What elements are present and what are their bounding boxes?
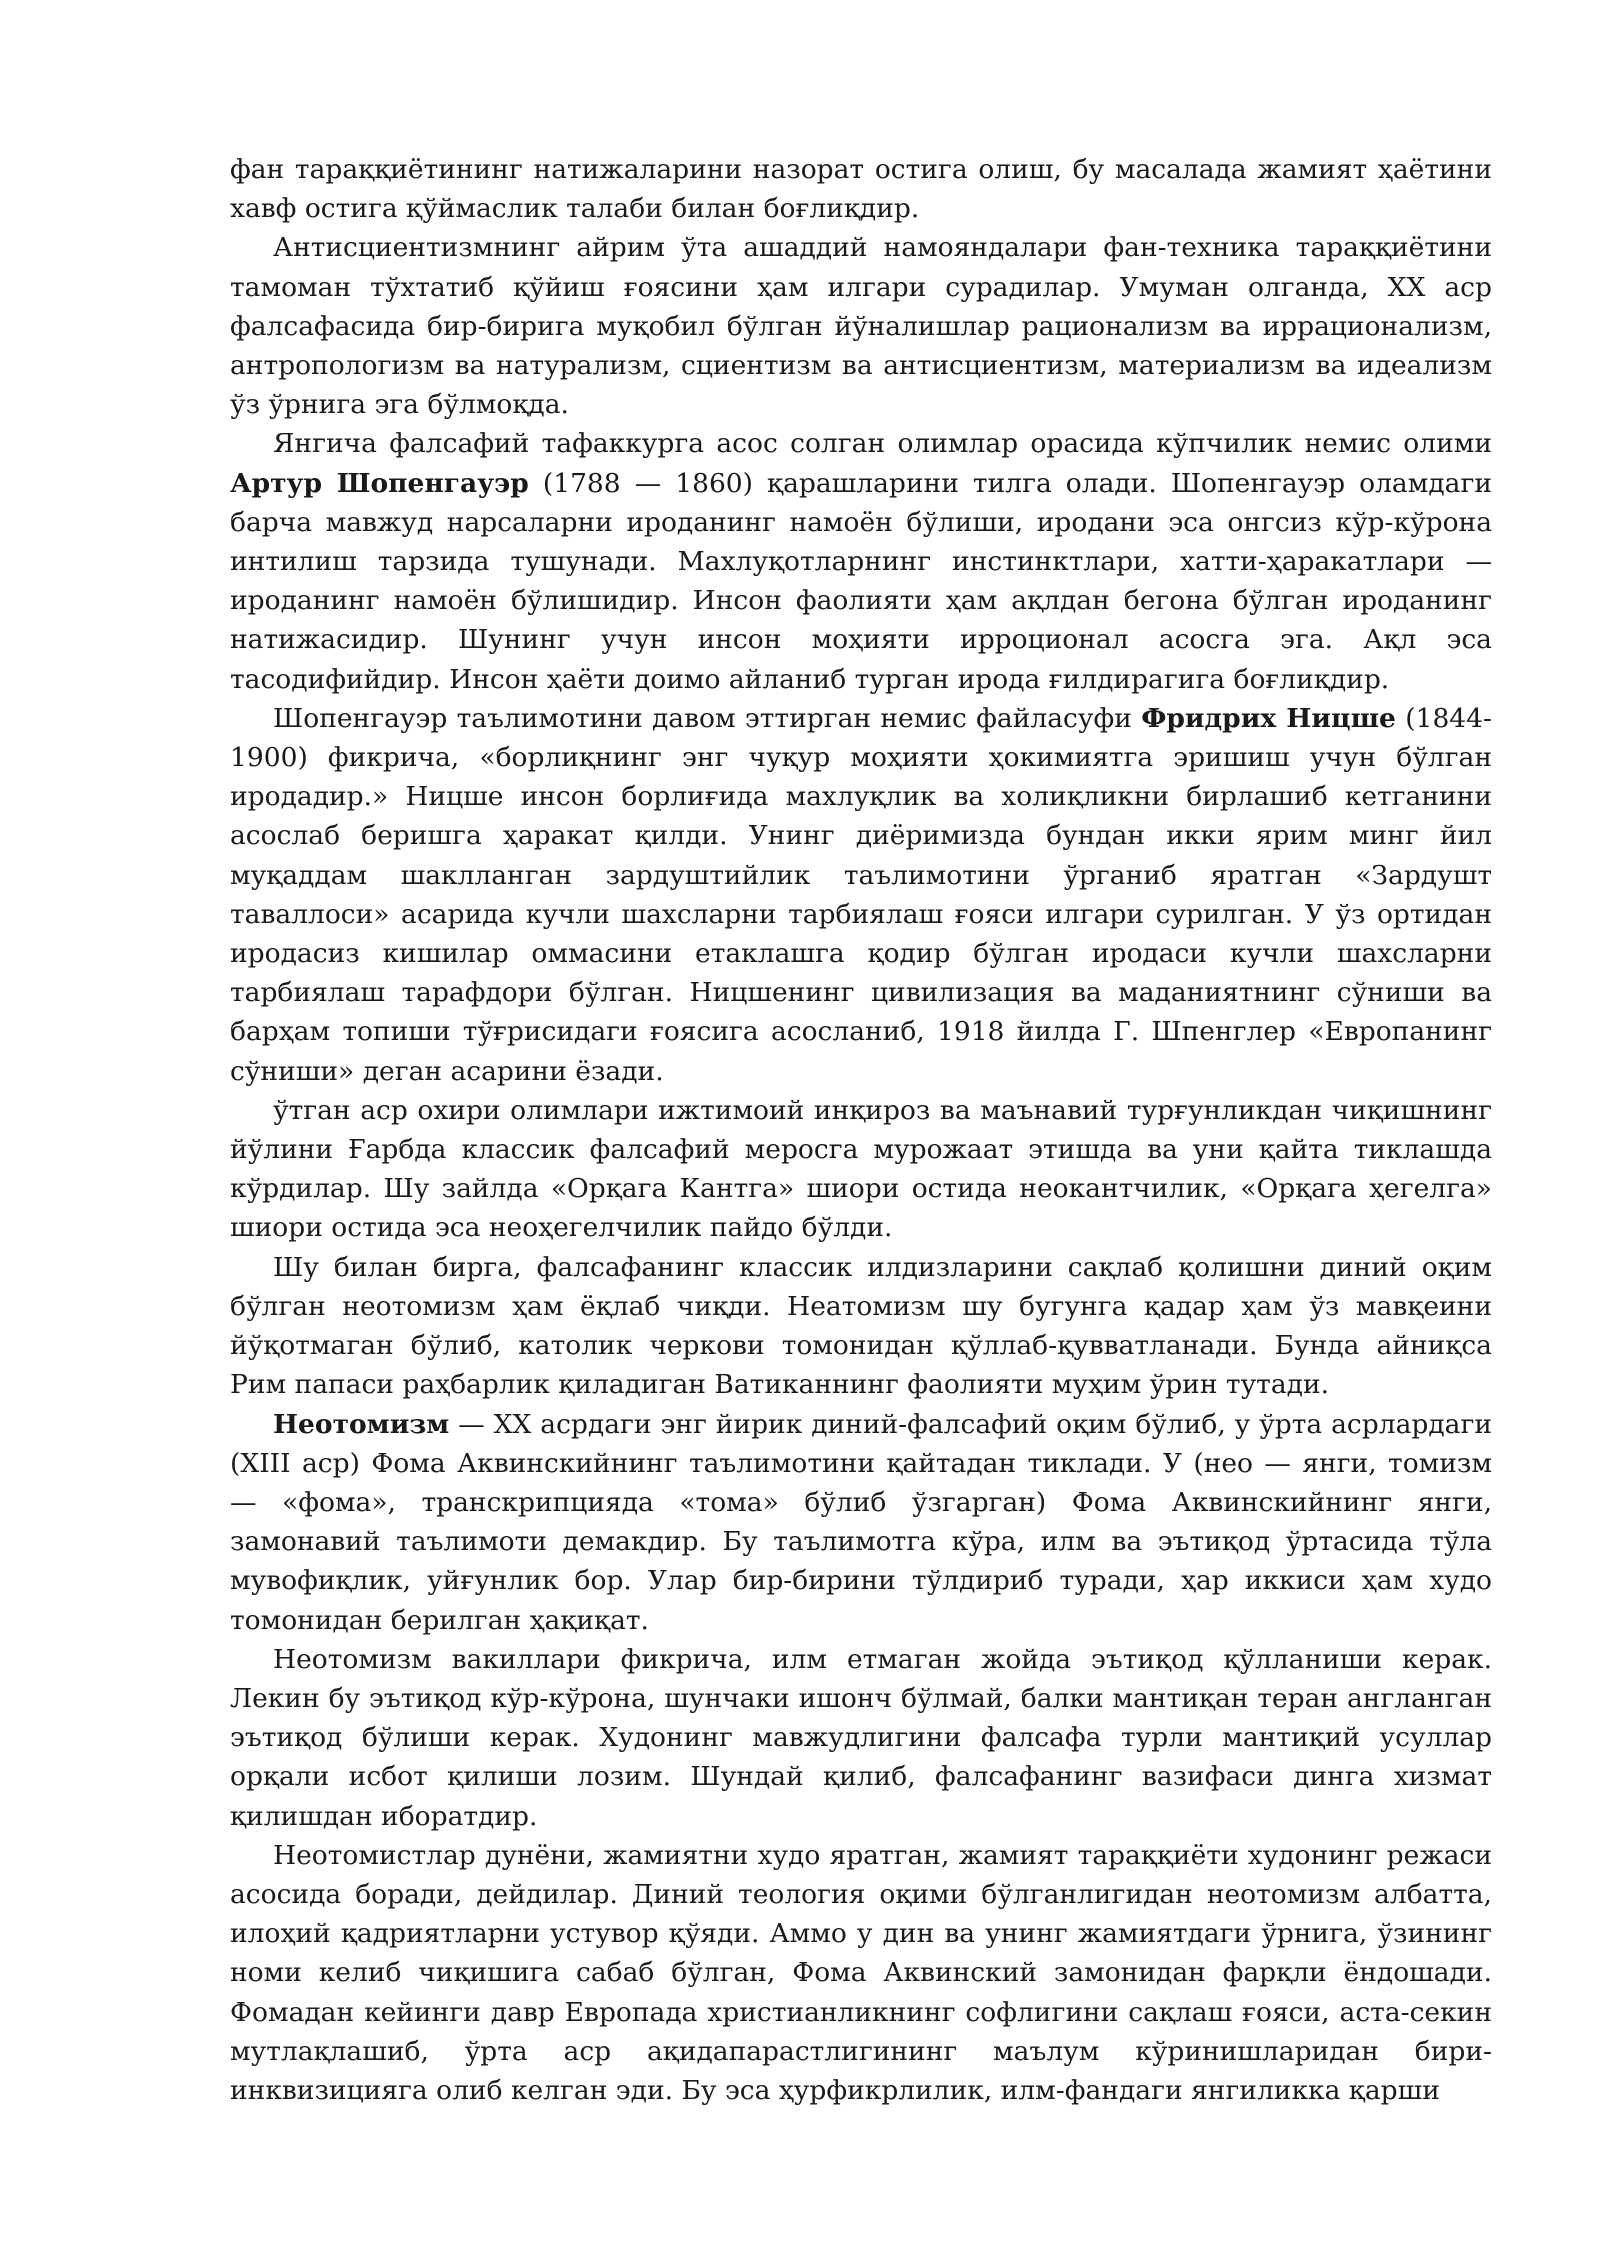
document-page <box>230 150 1492 2110</box>
paragraph <box>230 1248 1492 1405</box>
paragraph <box>230 1405 1492 1640</box>
paragraph-text: Шопенгауэр таълимотини давом эттирган немис файласуфи <box>273 702 1142 734</box>
paragraph <box>230 1640 1492 1836</box>
bold-term: Артур Шопенгауэр <box>230 467 529 499</box>
paragraph-text: Шу билан бирга, фалсафанинг классик илдизларини сақлаб қолишни диний оқим бўлган неотомизм ҳам ёқлаб чиқди. Неатомизм шу бугунга қадар ҳам ўз мавқеини йўқотмаган бўлиб, католик черкови томонидан қўллаб-қувватланади. Бунда айниқса Рим папаси раҳбарлик қиладиган Ватиканнинг фаолияти муҳим ўрин тутади. <box>230 1251 1492 1401</box>
paragraph-text: (1788 — 1860) қарашларини тилга олади. Шопенгауэр оламдаги барча мавжуд нарсаларни ироданинг намоён бўлиши, иродани эса онгсиз кўр-кўрона интилиш тарзида тушунади. Махлуқотларнинг инстинктлари, хатти-ҳаракатлари — ироданинг намоён бўлишидир. Инсон фаолияти ҳам ақлдан бегона бўлган ироданинг натижасидир. Шунинг учун инсон моҳияти ирроционал асосга эга. Ақл эса тасодифийдир. Инсон ҳаёти доимо айланиб турган ирода ғилдирагига боғлиқдир. <box>230 467 1492 695</box>
paragraph <box>230 699 1492 1091</box>
paragraph-text: (1844-1900) фикрича, «борлиқнинг энг чуқур моҳияти ҳокимиятга эришиш учун бўлган иродадир.» Ницше инсон борлиғида махлуқлик ва холиқликни бирлашиб кетганини асослаб беришга ҳаракат қилди. Унинг диёримизда бундан икки ярим минг йил муқаддам шаклланган зардуштийлик таълимотини ўрганиб яратган «Зардушт таваллоси» асарида кучли шахсларни тарбиялаш ғояси илгари сурилган. У ўз ортидан иродасиз кишилар оммасини етаклашга қодир бўлган иродаси кучли шахсларни тарбиялаш тарафдори бўлган. Ницшенинг цивилизация ва маданиятнинг сўниши ва барҳам топиши тўғрисидаги ғоясига асосланиб, 1918 йилда Г. Шпенглер «Европанинг сўниши» деган асарини ёзади. <box>230 702 1492 1087</box>
bold-term: Неотомизм <box>273 1408 450 1440</box>
paragraph <box>230 1836 1492 2110</box>
paragraph <box>230 424 1492 698</box>
paragraph <box>230 228 1492 424</box>
bold-term: Фридрих Ницше <box>1141 702 1396 734</box>
paragraph-text: Неотомистлар дунёни, жамиятни худо яратган, жамият тараққиёти худонинг режаси асосида боради, дейдилар. Диний теология оқими бўлганлигидан неотомизм албатта, илоҳий қадриятларни устувор қўяди. Аммо у дин ва унинг жамиятдаги ўрнига, ўзининг номи келиб чиқишига сабаб бўлган, Фома Аквинский замонидан фарқли ёндошади. Фомадан кейинги давр Европада христианликнинг софлигини сақлаш ғояси, аста-секин мутлақлашиб, ўрта аср ақидапарастлигининг маълум кўринишларидан бири-инквизицияга олиб келган эди. Бу эса ҳурфикрлилик, илм-фандаги янгиликка қарши <box>230 1839 1492 2106</box>
paragraph-text: Янгича фалсафий тафаккурга асос солган олимлар орасида кўпчилик немис олими <box>273 428 1492 460</box>
paragraph <box>230 150 1492 228</box>
paragraph <box>230 1091 1492 1248</box>
paragraph-text: Неотомизм вакиллари фикрича, илм етмаган жойда эътиқод қўлланиши керак. Лекин бу эътиқод кўр-кўрона, шунчаки ишонч бўлмай, балки мантиқан теран англанган эътиқод бўлиши керак. Худонинг мавжудлигини фалсафа турли мантиқий усуллар орқали исбот қилиши лозим. Шундай қилиб, фалсафанинг вазифаси динга хизмат қилишдан иборатдир. <box>230 1643 1492 1832</box>
paragraph-text: — XX асрдаги энг йирик диний-фалсафий оқим бўлиб, у ўрта асрлардаги (XIII аср) Фома Аквинскийнинг таълимотини қайтадан тиклади. У (нео — янги, томизм — «фома», транскрипцияда «тома» бўлиб ўзгарган) Фома Аквинскийнинг янги, замонавий таълимоти демакдир. Бу таълимотга кўра, илм ва эътиқод ўртасида тўла мувофиқлик, уйғунлик бор. Улар бир-бирини тўлдириб туради, ҳар иккиси ҳам худо томонидан берилган ҳақиқат. <box>230 1408 1492 1636</box>
paragraph-text: фан тараққиётининг натижаларини назорат остига олиш, бу масалада жамият ҳаётини хавф остига қўймаслик талаби билан боғлиқдир. <box>230 154 1492 225</box>
paragraph-text: ўтган аср охири олимлари ижтимоий инқироз ва маънавий турғунликдан чиқишнинг йўлини Ғарбда классик фалсафий меросга мурожаат этишда ва уни қайта тиклашда кўрдилар. Шу зайлда «Орқага Кантга» шиори остида неокантчилик, «Орқага ҳегелга» шиори остида эса неоҳегелчилик пайдо бўлди. <box>230 1094 1492 1244</box>
paragraph-text: Антисциентизмнинг айрим ўта ашаддий намояндалари фан-техника тараққиётини тамоман тўхтатиб қўйиш ғоясини ҳам илгари сурадилар. Умуман олганда, XX аср фалсафасида бир-бирига муқобил бўлган йўналишлар рационализм ва иррационализм, антропологизм ва натурализм, сциентизм ва антисциентизм, материализм ва идеализм ўз ўрнига эга бўлмоқда. <box>230 232 1492 421</box>
